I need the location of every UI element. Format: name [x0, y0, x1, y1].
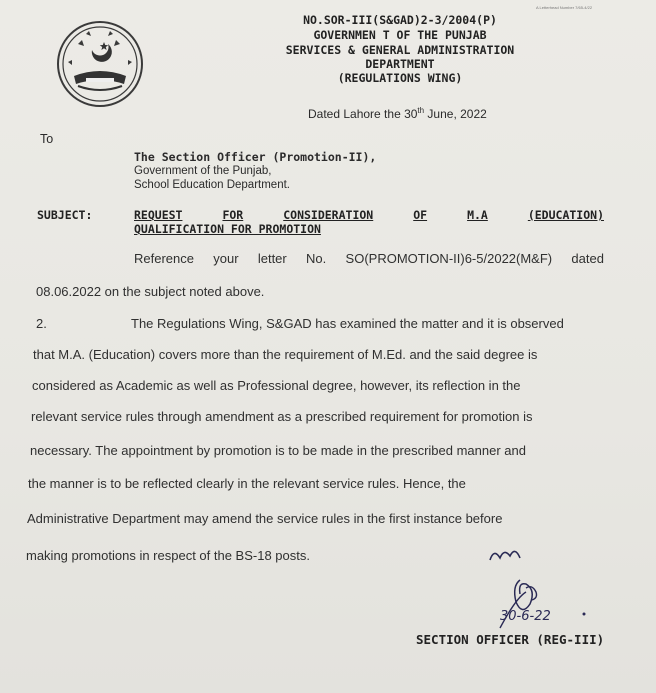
department-subtitle: DEPARTMENT	[365, 57, 435, 71]
reference-line-2: 08.06.2022 on the subject noted above.	[36, 284, 265, 299]
body-last-line: making promotions in respect of the BS-18 posts.	[26, 548, 310, 563]
wing-title: (REGULATIONS WING)	[337, 71, 463, 85]
subject-text: REQUEST FOR CONSIDERATION OF M.A (EDUCATION) QUALIFICATION FOR PROMOTION	[134, 208, 604, 236]
body-line-4: necessary. The appointment by promotion is to be made in the prescribed manner and	[30, 443, 526, 458]
svg-text:30-6-22: 30-6-22	[500, 609, 551, 624]
body-line-3: relevant service rules through amendment as a prescribed requirement for promotion is	[31, 409, 533, 424]
paragraph-number: 2.	[36, 316, 47, 331]
body-line-2: considered as Academic as well as Professional degree, however, its reflection in the	[32, 378, 521, 393]
stamp-text: A Letterhead Number 7/65-4/22	[536, 5, 593, 10]
handwritten-signature	[480, 540, 590, 630]
punjab-government-logo-icon	[56, 20, 144, 108]
reference-number: NO.SOR-III(S&GAD)2-3/2004(P)	[303, 13, 497, 27]
subject-label: SUBJECT:	[37, 208, 93, 222]
body-line-5: the manner is to be reflected clearly in the relevant service rules. Hence, the	[28, 476, 466, 491]
reference-line: Reference your letter No. SO(PROMOTION-II)6-5/2022(M&F) dated	[134, 251, 604, 266]
paragraph-first-line: The Regulations Wing, S&GAD has examined the matter and it is observed	[131, 316, 564, 331]
signatory-title: SECTION OFFICER (REG-III)	[416, 632, 605, 647]
government-title: GOVERNMEN T OF THE PUNJAB	[313, 28, 487, 42]
department-title: SERVICES & GENERAL ADMINISTRATION	[285, 43, 515, 57]
body-line-6: Administrative Department may amend the service rules in the first instance before	[27, 511, 503, 526]
addressee-title: The Section Officer (Promotion-II),	[134, 150, 377, 164]
addressee-department: School Education Department.	[134, 179, 290, 191]
to-label: To	[40, 132, 54, 146]
addressee-government: Government of the Punjab,	[134, 165, 272, 177]
body-line-1: that M.A. (Education) covers more than the requirement of M.Ed. and the said degree is	[33, 347, 538, 362]
date-line: Dated Lahore the 30th June, 2022	[308, 106, 487, 121]
